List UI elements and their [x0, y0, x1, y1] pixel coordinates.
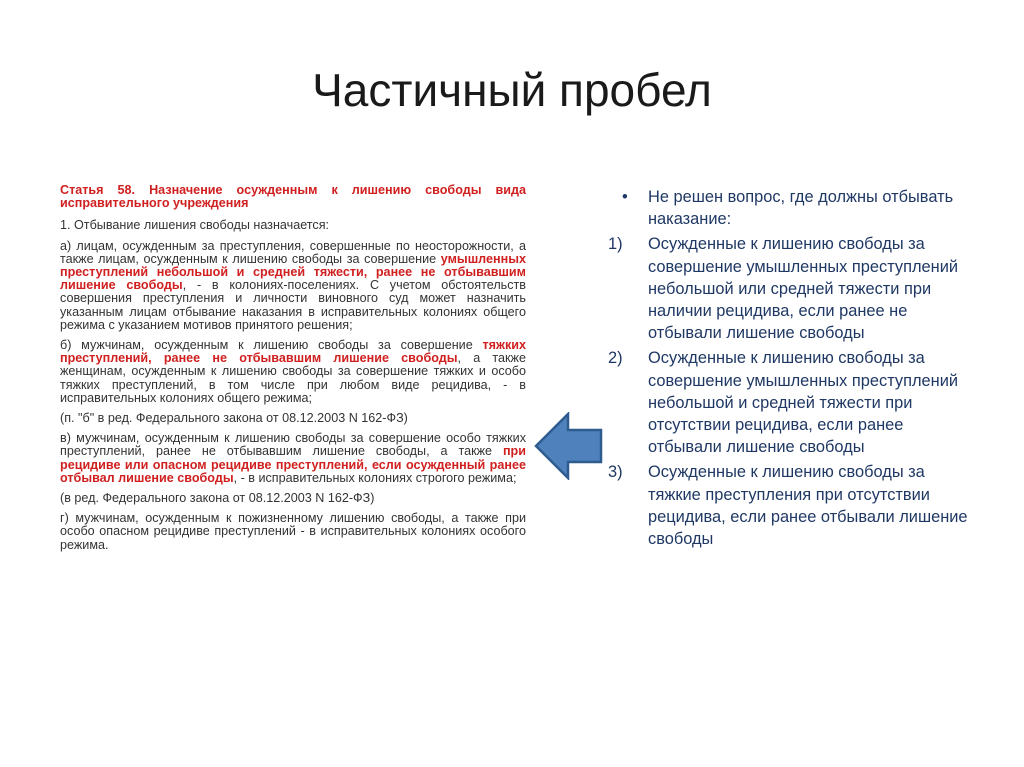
list-item-text: Не решен вопрос, где должны отбывать наказание: [648, 188, 954, 229]
paragraph-v-highlight: при рецидиве или опасном рецидиве преступлений, если осужденный ранее отбывал лишение свободы [60, 444, 526, 485]
article-intro: 1. Отбывание лишения свободы назначается: [60, 218, 330, 233]
paragraph-v-text-2: , - в исправительных колониях строгого режима; [233, 470, 517, 485]
list-item-text: Осужденные к лишению свободы за совершение умышленных преступлений небольшой или средней тяжести при наличии рецидива, если ранее не отбывали лишение свободы [648, 235, 959, 343]
gaps-list [608, 186, 978, 553]
list-item [608, 186, 978, 230]
list-item [608, 233, 978, 344]
list-bullet: • [622, 188, 628, 206]
list-number: 3) [608, 463, 623, 482]
paragraph-a [60, 240, 526, 332]
paragraph-a-text-2: , - в колониях-поселениях. С учетом обстоятельств совершения преступления и личности виновного суд может назначить указанным лицам отбывание наказания в исправительных колониях общего режима с указанием мотивов принятого решения; [60, 278, 526, 332]
list-number: 2) [608, 349, 623, 368]
paragraph-a-highlight: умышленных преступлений небольшой и средней тяжести, ранее не отбывавшим лишение свободы [60, 251, 526, 293]
list-number: 1) [608, 235, 623, 254]
paragraph-v-note: (в ред. Федерального закона от 08.12.2003 N 162-ФЗ) [60, 491, 375, 506]
paragraph-g: г) мужчинам, осужденным к пожизненному лишению свободы, а также при особо опасном рецидиве преступлений - в исправительных колониях особого режима. [60, 511, 526, 552]
slide-title: Частичный пробел [312, 64, 712, 116]
paragraph-b [60, 339, 526, 405]
paragraph-b-text-2: , а также женщинам, осужденным к лишению свободы за совершение тяжких и особо тяжких преступлений, в том числе при любом виде рецидива, - в исправительных колониях общего режима; [60, 351, 526, 405]
paragraph-a-text-1: а) лицам, осужденным за преступления, совершенные по неосторожности, а также лицам, осужденным к лишению свободы за совершение [60, 238, 526, 266]
law-article-text [60, 184, 526, 559]
list-item-text: Осужденные к лишению свободы за совершение умышленных преступлений небольшой и средней тяжести при отсутствии рецидива, если ранее отбывали лишение свободы [648, 349, 959, 457]
paragraph-b-text-1: б) мужчинам, осужденным к лишению свободы за совершение [60, 338, 483, 353]
paragraph-v-text-1: в) мужчинам, осужденным к лишению свободы за совершение особо тяжких преступлений, ранее не отбывавшим лишение свободы, а также [60, 431, 526, 459]
left-arrow-shape [536, 414, 601, 478]
paragraph-v [60, 432, 526, 485]
paragraph-b-note: (п. "б" в ред. Федерального закона от 08.12.2003 N 162-ФЗ) [60, 411, 408, 426]
paragraph-b-highlight: тяжких преступлений, ранее не отбывавшим лишение свободы [60, 338, 526, 366]
list-item-text: Осужденные к лишению свободы за тяжкие преступления при отсутствии рецидива, если ранее отбывали лишение свободы [648, 463, 968, 549]
list-item [608, 461, 978, 550]
left-arrow-icon [534, 412, 604, 480]
article-heading: Статья 58. Назначение осужденным к лишению свободы вида исправительного учреждения [60, 183, 526, 211]
list-item [608, 347, 978, 458]
